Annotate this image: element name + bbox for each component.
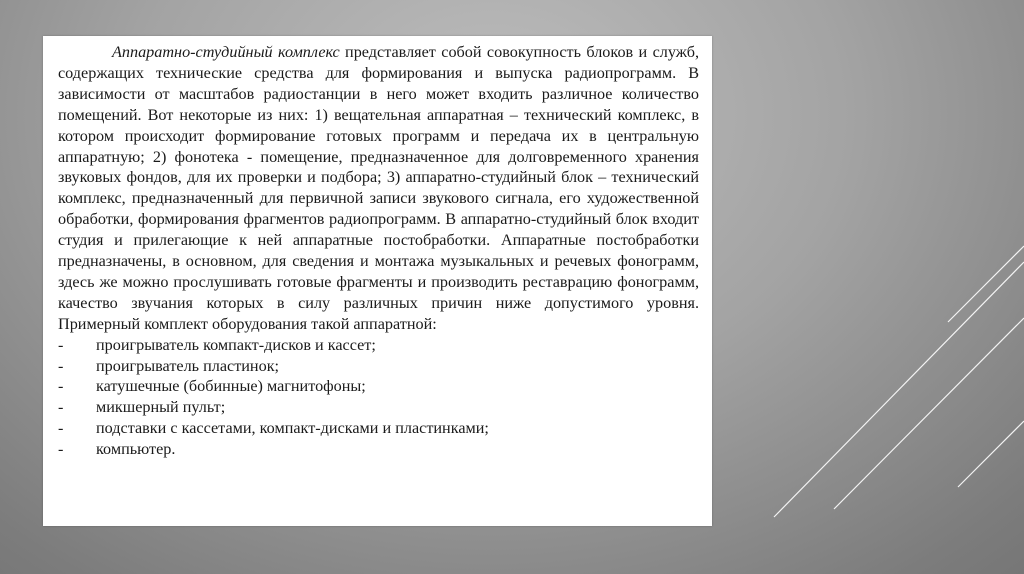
paragraph-body: представляет собой совокупность блоков и служб, содержащих технические средства для формирования и выпуска радиопрограмм. В зависимости от масштабов радиостанции в него может входить различное количество помещений. Вот некоторые из них: 1) вещательная аппаратная – технический комплекс, в котором происходит формирование готовых программ и передача их в центральную аппаратную; 2) фонотека - помещение, предназначенное для долговременного хранения звуковых фондов, для их проверки и подбора; 3) аппаратно-студийный блок – технический комплекс, предназначенный для первичной записи звукового сигнала, его художественной обработки, формирования фрагментов радиопрограмм. В аппаратно-студийный блок входит студия и прилегающие к ней аппаратные постобработки. Аппаратные постобработки предназначены, в основном, для сведения и монтажа музыкальных и речевых фонограмм, здесь же можно прослушивать готовые фрагменты и производить реставрацию фонограмм, качество звучания которых в силу различных причин ниже допустимого уровня. Примерный комплект оборудования такой аппаратной:: [58, 43, 700, 333]
decor-line-3: [834, 318, 1024, 509]
list-item-text: микшерный пульт;: [96, 398, 226, 417]
list-item: [58, 335, 699, 356]
document-image: [43, 36, 712, 526]
list-item-text: проигрыватель компакт-дисков и кассет;: [96, 335, 376, 354]
document-paragraph: [58, 42, 699, 335]
list-item: [58, 418, 699, 439]
list-marker: -: [58, 356, 64, 375]
list-item: [58, 439, 699, 460]
list-item-text: проигрыватель пластинок;: [96, 356, 280, 375]
list-item: [58, 376, 699, 397]
list-marker: -: [58, 335, 64, 354]
decor-line-1: [948, 246, 1024, 322]
list-item-text: катушечные (бобинные) магнитофоны;: [96, 377, 366, 396]
list-item: [58, 397, 699, 418]
list-marker: -: [58, 419, 64, 438]
list-item: [58, 356, 699, 377]
equipment-list: [58, 335, 699, 460]
list-item-text: компьютер.: [96, 440, 176, 459]
decor-line-4: [958, 421, 1024, 487]
list-marker: -: [58, 377, 64, 396]
decor-line-2: [774, 262, 1024, 517]
lead-term: Аппаратно-студийный комплекс: [112, 43, 340, 61]
list-marker: -: [58, 398, 64, 417]
list-marker: -: [58, 440, 64, 459]
list-item-text: подставки с кассетами, компакт-дисками и пластинками;: [96, 419, 489, 438]
